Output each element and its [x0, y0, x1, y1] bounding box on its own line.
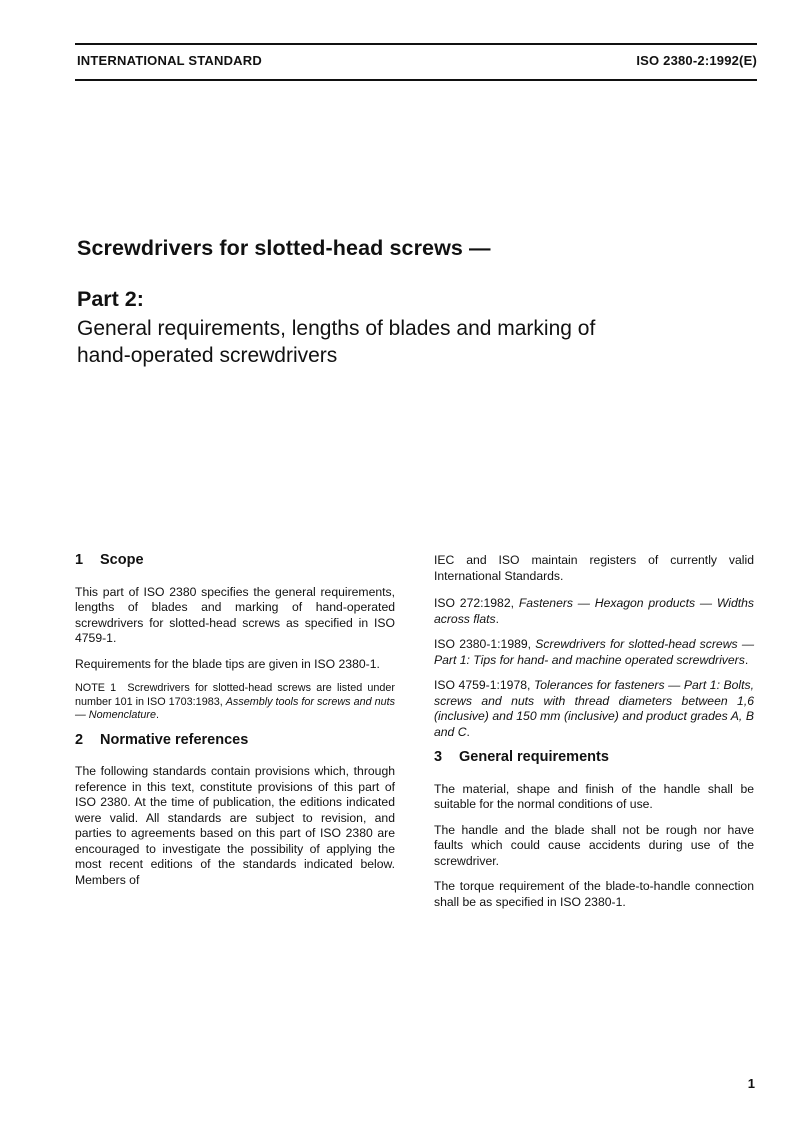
- scope-paragraph-1: This part of ISO 2380 specifies the general requirements, lengths of blades and marking of hand-operated screwdrivers for slotted-head screws as specified in ISO 4759-1.: [75, 584, 395, 645]
- section-3-number: 3: [434, 749, 443, 765]
- reference-iso-2380-1: [434, 637, 754, 668]
- reference-code: ISO 4759-1:1978,: [434, 678, 531, 692]
- reference-end: .: [495, 611, 500, 626]
- note-italic-reference: Assembly tools for screws and nuts — Nomenclature: [75, 695, 396, 721]
- reference-code: ISO 272:1982,: [434, 596, 515, 610]
- part-label: Part 2:: [77, 287, 144, 311]
- standard-number: ISO 2380-2:1992(E): [636, 53, 757, 68]
- scope-note: [75, 682, 395, 723]
- left-column: [75, 553, 395, 898]
- normative-paragraph-1: The following standards contain provisions which, through reference in this text, constitute provisions of this part of ISO 2380. At the time of publication, the editions indicated were valid. All standards are subject to revision, and parties to agreements based on this part of ISO 2380 are encouraged to investigate the possibility of applying the most recent editions of the standards indicated below. Members of: [75, 764, 395, 887]
- general-paragraph-2: The handle and the blade shall not be rough nor have faults which could cause accidents during use of the screwdriver.: [434, 822, 754, 868]
- normative-continuation: IEC and ISO maintain registers of currently valid International Standards.: [434, 553, 754, 583]
- section-2-title: Normative references: [100, 731, 249, 748]
- subtitle-line-1: General requirements, lengths of blades and marking of: [77, 317, 596, 340]
- header-top-rule: [75, 43, 757, 45]
- reference-title: Fasteners — Hexagon products — Widths across flats: [434, 596, 754, 626]
- reference-title: Screwdrivers for slotted-head screws — Part 1: Tips for hand- and machine operated screwdrivers: [434, 637, 755, 667]
- document-subtitle: [77, 315, 717, 369]
- reference-code: ISO 2380-1:1989,: [434, 637, 532, 651]
- note-label: NOTE 1: [75, 682, 117, 694]
- section-1-number: 1: [75, 552, 84, 568]
- scope-paragraph-2: Requirements for the blade tips are given in ISO 2380-1.: [75, 656, 380, 671]
- reference-end: .: [744, 652, 749, 667]
- standard-type-label: INTERNATIONAL STANDARD: [77, 53, 262, 68]
- reference-iso-272: [434, 596, 754, 627]
- section-2-heading: [75, 733, 395, 749]
- subtitle-line-2: hand-operated screwdrivers: [77, 344, 338, 367]
- reference-iso-4759-1: [434, 678, 754, 740]
- header-bottom-rule: [75, 79, 757, 81]
- page-number: 1: [747, 1076, 755, 1091]
- section-1-heading: [75, 553, 395, 569]
- right-column: [434, 553, 754, 920]
- general-paragraph-3: The torque requirement of the blade-to-handle connection shall be as specified in ISO 2380-1.: [434, 879, 754, 909]
- document-title: Screwdrivers for slotted-head screws —: [77, 236, 491, 260]
- general-paragraph-1: The material, shape and finish of the handle shall be suitable for the normal conditions of use.: [434, 781, 754, 811]
- section-1-title: Scope: [100, 552, 144, 568]
- reference-title: Tolerances for fasteners — Part 1: Bolts, screws and nuts with thread diameters between 1,6 (inclusive) and 150 mm (inclusive) and product grades A, B and C: [434, 678, 754, 739]
- section-3-heading: [434, 750, 754, 766]
- section-2-number: 2: [75, 731, 84, 748]
- reference-end: .: [466, 724, 470, 739]
- note-end: .: [156, 709, 160, 721]
- section-3-title: General requirements: [459, 749, 609, 765]
- note-text: Screwdrivers for slotted-head screws are listed under number 101 in ISO 1703:1983,: [75, 682, 396, 708]
